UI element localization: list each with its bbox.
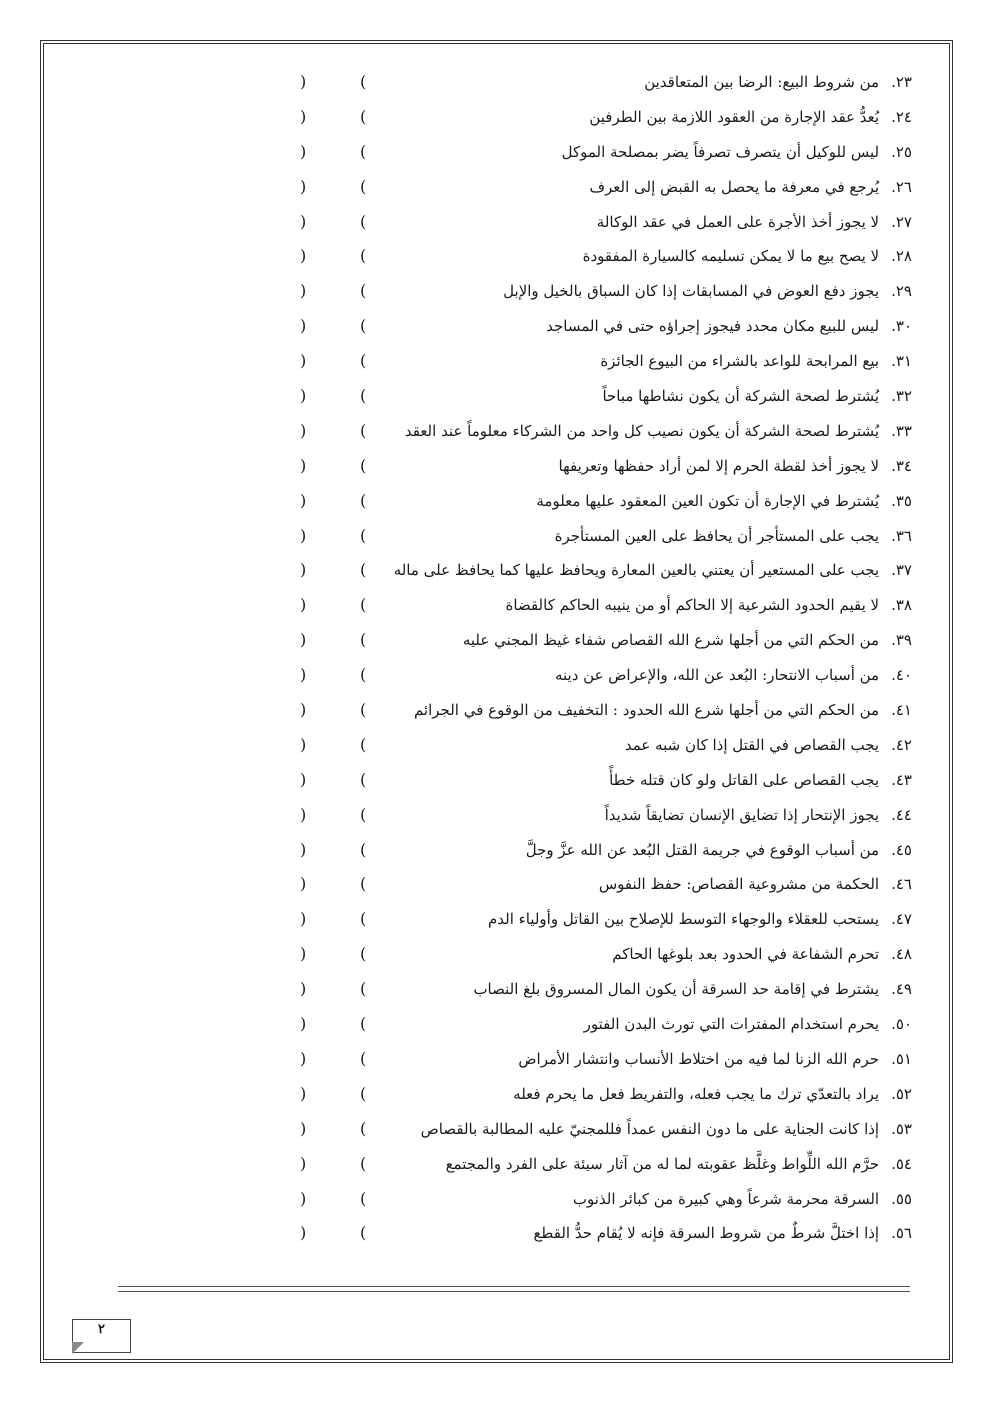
question-text: يُشترط في الإجارة أن تكون العين المعقود عليها معلومة — [536, 491, 880, 510]
question-statement — [573, 1188, 912, 1210]
page-corner-fold — [72, 1342, 84, 1354]
question-row — [0, 520, 992, 555]
answer-paren-close: ) — [300, 700, 307, 720]
question-statement — [599, 873, 912, 895]
answer-paren-open: ( — [360, 141, 367, 161]
answer-paren-open: ( — [360, 455, 367, 475]
question-number: ٢٨. — [891, 247, 912, 266]
answer-paren-close: ) — [300, 525, 307, 545]
answer-paren-close: ) — [300, 1118, 307, 1138]
question-statement — [526, 839, 912, 861]
answer-paren-open: ( — [360, 490, 367, 510]
question-row — [0, 834, 992, 869]
answer-paren-close: ) — [300, 1153, 307, 1173]
question-number: ٤٨. — [891, 945, 912, 964]
question-row — [0, 764, 992, 799]
answer-paren-open: ( — [360, 281, 367, 301]
answer-paren-close: ) — [300, 1048, 307, 1068]
answer-paren-open: ( — [360, 734, 367, 754]
question-row — [0, 1183, 992, 1218]
question-text: لا يجوز أخذ لقطة الحرم إلا لمن أراد حفظها وتعريفها — [558, 456, 880, 475]
answer-paren-open: ( — [360, 1223, 367, 1243]
question-text: يُشترط لصحة الشركة أن يكون نصيب كل واحد من الشركاء معلوماً عند العقد — [404, 421, 880, 440]
answer-paren-open: ( — [360, 979, 367, 999]
question-number: ٤٦. — [891, 875, 912, 894]
question-statement — [488, 908, 912, 930]
question-statement — [394, 559, 912, 581]
answer-paren-open: ( — [360, 420, 367, 440]
answer-paren-open: ( — [360, 1083, 367, 1103]
answer-paren-close: ) — [300, 560, 307, 580]
question-number: ٣٦. — [891, 526, 912, 545]
question-number: ٥١. — [891, 1049, 912, 1068]
answer-paren-open: ( — [360, 560, 367, 580]
question-row — [0, 659, 992, 694]
question-text: لا يصح بيع ما لا يمكن تسليمه كالسيارة المفقودة — [582, 247, 880, 266]
answer-paren-close: ) — [300, 455, 307, 475]
question-row — [0, 1008, 992, 1043]
question-statement — [414, 699, 912, 721]
question-statement — [555, 525, 912, 547]
question-number: ٤٧. — [891, 910, 912, 929]
question-row — [0, 485, 992, 520]
question-row — [0, 1043, 992, 1078]
question-row — [0, 554, 992, 589]
question-row — [0, 1113, 992, 1148]
answer-paren-open: ( — [360, 665, 367, 685]
question-statement — [503, 280, 912, 302]
true-false-question-list — [0, 66, 992, 1252]
question-number: ٥٥. — [891, 1189, 912, 1208]
question-text: يجب القصاص على القاتل ولو كان قتله خطأً — [609, 770, 880, 789]
question-statement — [463, 629, 912, 651]
question-statement — [612, 943, 912, 965]
question-statement — [546, 315, 912, 337]
question-row — [0, 973, 992, 1008]
answer-paren-open: ( — [360, 630, 367, 650]
question-row — [0, 624, 992, 659]
question-number: ٣٨. — [891, 596, 912, 615]
question-row — [0, 1217, 992, 1252]
question-text: يُرجع في معرفة ما يحصل به القبض إلى العرف — [589, 177, 880, 196]
answer-paren-open: ( — [360, 72, 367, 91]
answer-paren-open: ( — [360, 1153, 367, 1173]
question-number: ٤١. — [891, 701, 912, 720]
question-text: الحكمة من مشروعية القصاص: حفظ النفوس — [598, 875, 880, 894]
question-row — [0, 868, 992, 903]
question-text: حرم الله الزنا لما فيه من اختلاط الأنساب وانتشار الأمراض — [518, 1049, 880, 1068]
question-statement — [609, 769, 912, 791]
answer-paren-close: ) — [300, 1014, 307, 1034]
question-row — [0, 275, 992, 310]
answer-paren-close: ) — [300, 1083, 307, 1103]
question-statement — [533, 1222, 912, 1244]
question-number: ٥٦. — [891, 1224, 912, 1243]
question-text: من أسباب الانتحار: البُعد عن الله، والإعراض عن دينه — [554, 666, 880, 685]
question-row — [0, 729, 992, 764]
question-statement — [583, 245, 912, 267]
question-statement — [421, 1118, 912, 1140]
question-number: ٥٢. — [891, 1084, 912, 1103]
answer-paren-close: ) — [300, 420, 307, 440]
question-text: يجوز دفع العوض في المسابقات إذا كان السباق بالخيل والإبل — [503, 282, 880, 301]
answer-paren-open: ( — [360, 246, 367, 266]
question-number: ٣٧. — [891, 561, 912, 580]
answer-paren-open: ( — [360, 1014, 367, 1034]
answer-paren-close: ) — [300, 734, 307, 754]
answer-paren-open: ( — [360, 700, 367, 720]
question-row — [0, 938, 992, 973]
question-text: إذا اختلَّ شرطٌ من شروط السرقة فإنه لا يُقام حدُّ القطع — [533, 1224, 880, 1243]
answer-paren-open: ( — [360, 176, 367, 196]
answer-paren-open: ( — [360, 839, 367, 859]
question-text: يراد بالتعدّي ترك ما يجب فعله، والتفريط فعل ما يحرم فعله — [513, 1084, 880, 1103]
answer-paren-close: ) — [300, 141, 307, 161]
question-statement — [600, 350, 912, 372]
answer-paren-close: ) — [300, 769, 307, 789]
question-number: ٢٩. — [891, 282, 912, 301]
answer-paren-close: ) — [300, 106, 307, 126]
question-number: ٢٥. — [891, 142, 912, 161]
answer-paren-close: ) — [300, 281, 307, 301]
question-row — [0, 1078, 992, 1113]
question-number: ٤٣. — [891, 770, 912, 789]
question-number: ٤٥. — [891, 840, 912, 859]
question-text: تحرم الشفاعة في الحدود بعد بلوغها الحاكم — [612, 945, 880, 964]
question-number: ٥٠. — [891, 1015, 912, 1034]
answer-paren-close: ) — [300, 386, 307, 406]
question-row — [0, 589, 992, 624]
question-row — [0, 171, 992, 206]
answer-paren-open: ( — [360, 595, 367, 615]
question-statement — [625, 734, 912, 756]
question-text: ليس للوكيل أن يتصرف تصرفاً يضر بمصلحة الموكل — [561, 142, 880, 161]
answer-paren-open: ( — [360, 316, 367, 336]
question-text: لا يجوز أخذ الأجرة على العمل في عقد الوكالة — [596, 212, 880, 231]
question-number: ٤٠. — [891, 666, 912, 685]
question-row — [0, 345, 992, 380]
question-text: يجب على المستعير أن يعتني بالعين المعارة ويحافظ عليها كما يحافظ على ماله — [393, 561, 880, 580]
question-text: يُعدُّ عقد الإجارة من العقود اللازمة بين الطرفين — [589, 107, 880, 126]
answer-paren-open: ( — [360, 106, 367, 126]
question-statement — [555, 664, 912, 686]
question-statement — [602, 385, 912, 407]
question-row — [0, 450, 992, 485]
question-text: من شروط البيع: الرضا بين المتعاقدين — [644, 73, 880, 91]
answer-paren-open: ( — [360, 944, 367, 964]
question-row — [0, 903, 992, 938]
answer-paren-close: ) — [300, 316, 307, 336]
answer-paren-close: ) — [300, 804, 307, 824]
question-statement — [559, 455, 913, 477]
question-statement — [597, 211, 912, 233]
answer-paren-open: ( — [360, 211, 367, 231]
answer-paren-open: ( — [360, 1188, 367, 1208]
question-text: يشترط في إقامة حد السرقة أن يكون المال المسروق بلغ النصاب — [473, 980, 880, 999]
answer-paren-close: ) — [300, 909, 307, 929]
answer-paren-close: ) — [300, 351, 307, 371]
question-number: ٤٢. — [891, 735, 912, 754]
question-statement — [536, 490, 912, 512]
answer-paren-close: ) — [300, 944, 307, 964]
question-row — [0, 66, 992, 101]
page-number: ٢ — [98, 1322, 105, 1337]
question-row — [0, 310, 992, 345]
question-text: يجب القصاص في القتل إذا كان شبه عمد — [624, 735, 880, 754]
answer-paren-close: ) — [300, 72, 307, 91]
question-text: إذا كانت الجناية على ما دون النفس عمداً فللمجنيّ عليه المطالبة بالقصاص — [420, 1119, 880, 1138]
answer-paren-close: ) — [300, 490, 307, 510]
answer-paren-open: ( — [360, 874, 367, 894]
question-statement — [518, 1048, 912, 1070]
question-text: يحرم استخدام المفترات التي تورث البدن الفتور — [583, 1015, 880, 1034]
question-number: ٣٥. — [891, 491, 912, 510]
question-statement — [584, 1013, 912, 1035]
answer-paren-close: ) — [300, 595, 307, 615]
question-text: من الحكم التي من أجلها شرع الله الحدود : التخفيف من الوقوع في الجرائم — [413, 701, 880, 720]
question-row — [0, 380, 992, 415]
answer-paren-open: ( — [360, 769, 367, 789]
question-statement — [473, 978, 912, 1000]
question-statement — [589, 176, 912, 198]
question-number: ٢٤. — [891, 107, 912, 126]
answer-paren-close: ) — [300, 874, 307, 894]
question-number: ٣٣. — [891, 421, 912, 440]
answer-paren-close: ) — [300, 839, 307, 859]
question-row — [0, 136, 992, 171]
question-statement — [506, 594, 912, 616]
question-row — [0, 206, 992, 241]
answer-paren-close: ) — [300, 246, 307, 266]
answer-paren-open: ( — [360, 386, 367, 406]
question-text: حرَّم الله اللِّواط وغلَّظ عقوبته لما له من آثار سيئة على الفرد والمجتمع — [445, 1154, 880, 1173]
answer-paren-close: ) — [300, 630, 307, 650]
footer-divider-bottom — [118, 1291, 910, 1292]
question-row — [0, 240, 992, 275]
question-text: يجوز الإنتحار إذا تضايق الإنسان تضايقاً شديداً — [604, 805, 880, 824]
question-number: ٣٩. — [891, 631, 912, 650]
question-statement — [405, 420, 912, 442]
answer-paren-close: ) — [300, 176, 307, 196]
answer-paren-close: ) — [300, 1188, 307, 1208]
question-statement — [605, 804, 912, 826]
question-row — [0, 694, 992, 729]
question-text: من أسباب الوقوع في جريمة القتل البُعد عن الله عزَّ وجلَّ — [525, 840, 880, 859]
question-number: ٤٩. — [891, 980, 912, 999]
question-row — [0, 101, 992, 136]
footer-divider-top — [118, 1286, 910, 1287]
question-number: ٢٧. — [891, 212, 912, 231]
question-number: ٤٤. — [891, 805, 912, 824]
question-statement — [446, 1153, 912, 1175]
question-statement — [644, 71, 912, 93]
question-row — [0, 1148, 992, 1183]
answer-paren-close: ) — [300, 979, 307, 999]
question-statement — [513, 1083, 912, 1105]
answer-paren-close: ) — [300, 211, 307, 231]
answer-paren-close: ) — [300, 665, 307, 685]
question-text: يُشترط لصحة الشركة أن يكون نشاطها مباحاً — [602, 387, 880, 406]
answer-paren-open: ( — [360, 804, 367, 824]
question-text: بيع المرابحة للواعد بالشراء من البيوع الجائزة — [600, 352, 880, 371]
question-number: ٣٢. — [891, 387, 912, 406]
question-number: ٥٣. — [891, 1119, 912, 1138]
question-statement — [562, 141, 912, 163]
question-row — [0, 415, 992, 450]
question-number: ٥٤. — [891, 1154, 912, 1173]
question-statement — [589, 106, 912, 128]
question-number: ٣٠. — [891, 317, 912, 336]
question-text: يستحب للعقلاء والوجهاء التوسط للإصلاح بين القاتل وأولياء الدم — [488, 910, 880, 929]
question-number: ٣٤. — [891, 456, 912, 475]
answer-paren-open: ( — [360, 351, 367, 371]
question-text: يجب على المستأجر أن يحافظ على العين المستأجرة — [554, 526, 880, 545]
answer-paren-open: ( — [360, 909, 367, 929]
answer-paren-open: ( — [360, 1048, 367, 1068]
question-row — [0, 799, 992, 834]
answer-paren-close: ) — [300, 1223, 307, 1243]
question-number: ٢٣. — [891, 73, 912, 91]
question-text: السرقة محرمة شرعاً وهي كبيرة من كبائر الذنوب — [572, 1189, 880, 1208]
question-text: من الحكم التي من أجلها شرع الله القصاص شفاء غيظ المجني عليه — [462, 631, 880, 650]
question-number: ٢٦. — [891, 177, 912, 196]
question-text: ليس للبيع مكان محدد فيجوز إجراؤه حتى في المساجد — [546, 317, 880, 336]
question-number: ٣١. — [891, 352, 912, 371]
question-text: لا يقيم الحدود الشرعية إلا الحاكم أو من ينيبه الحاكم كالقضاة — [505, 596, 880, 615]
answer-paren-open: ( — [360, 525, 367, 545]
answer-paren-open: ( — [360, 1118, 367, 1138]
